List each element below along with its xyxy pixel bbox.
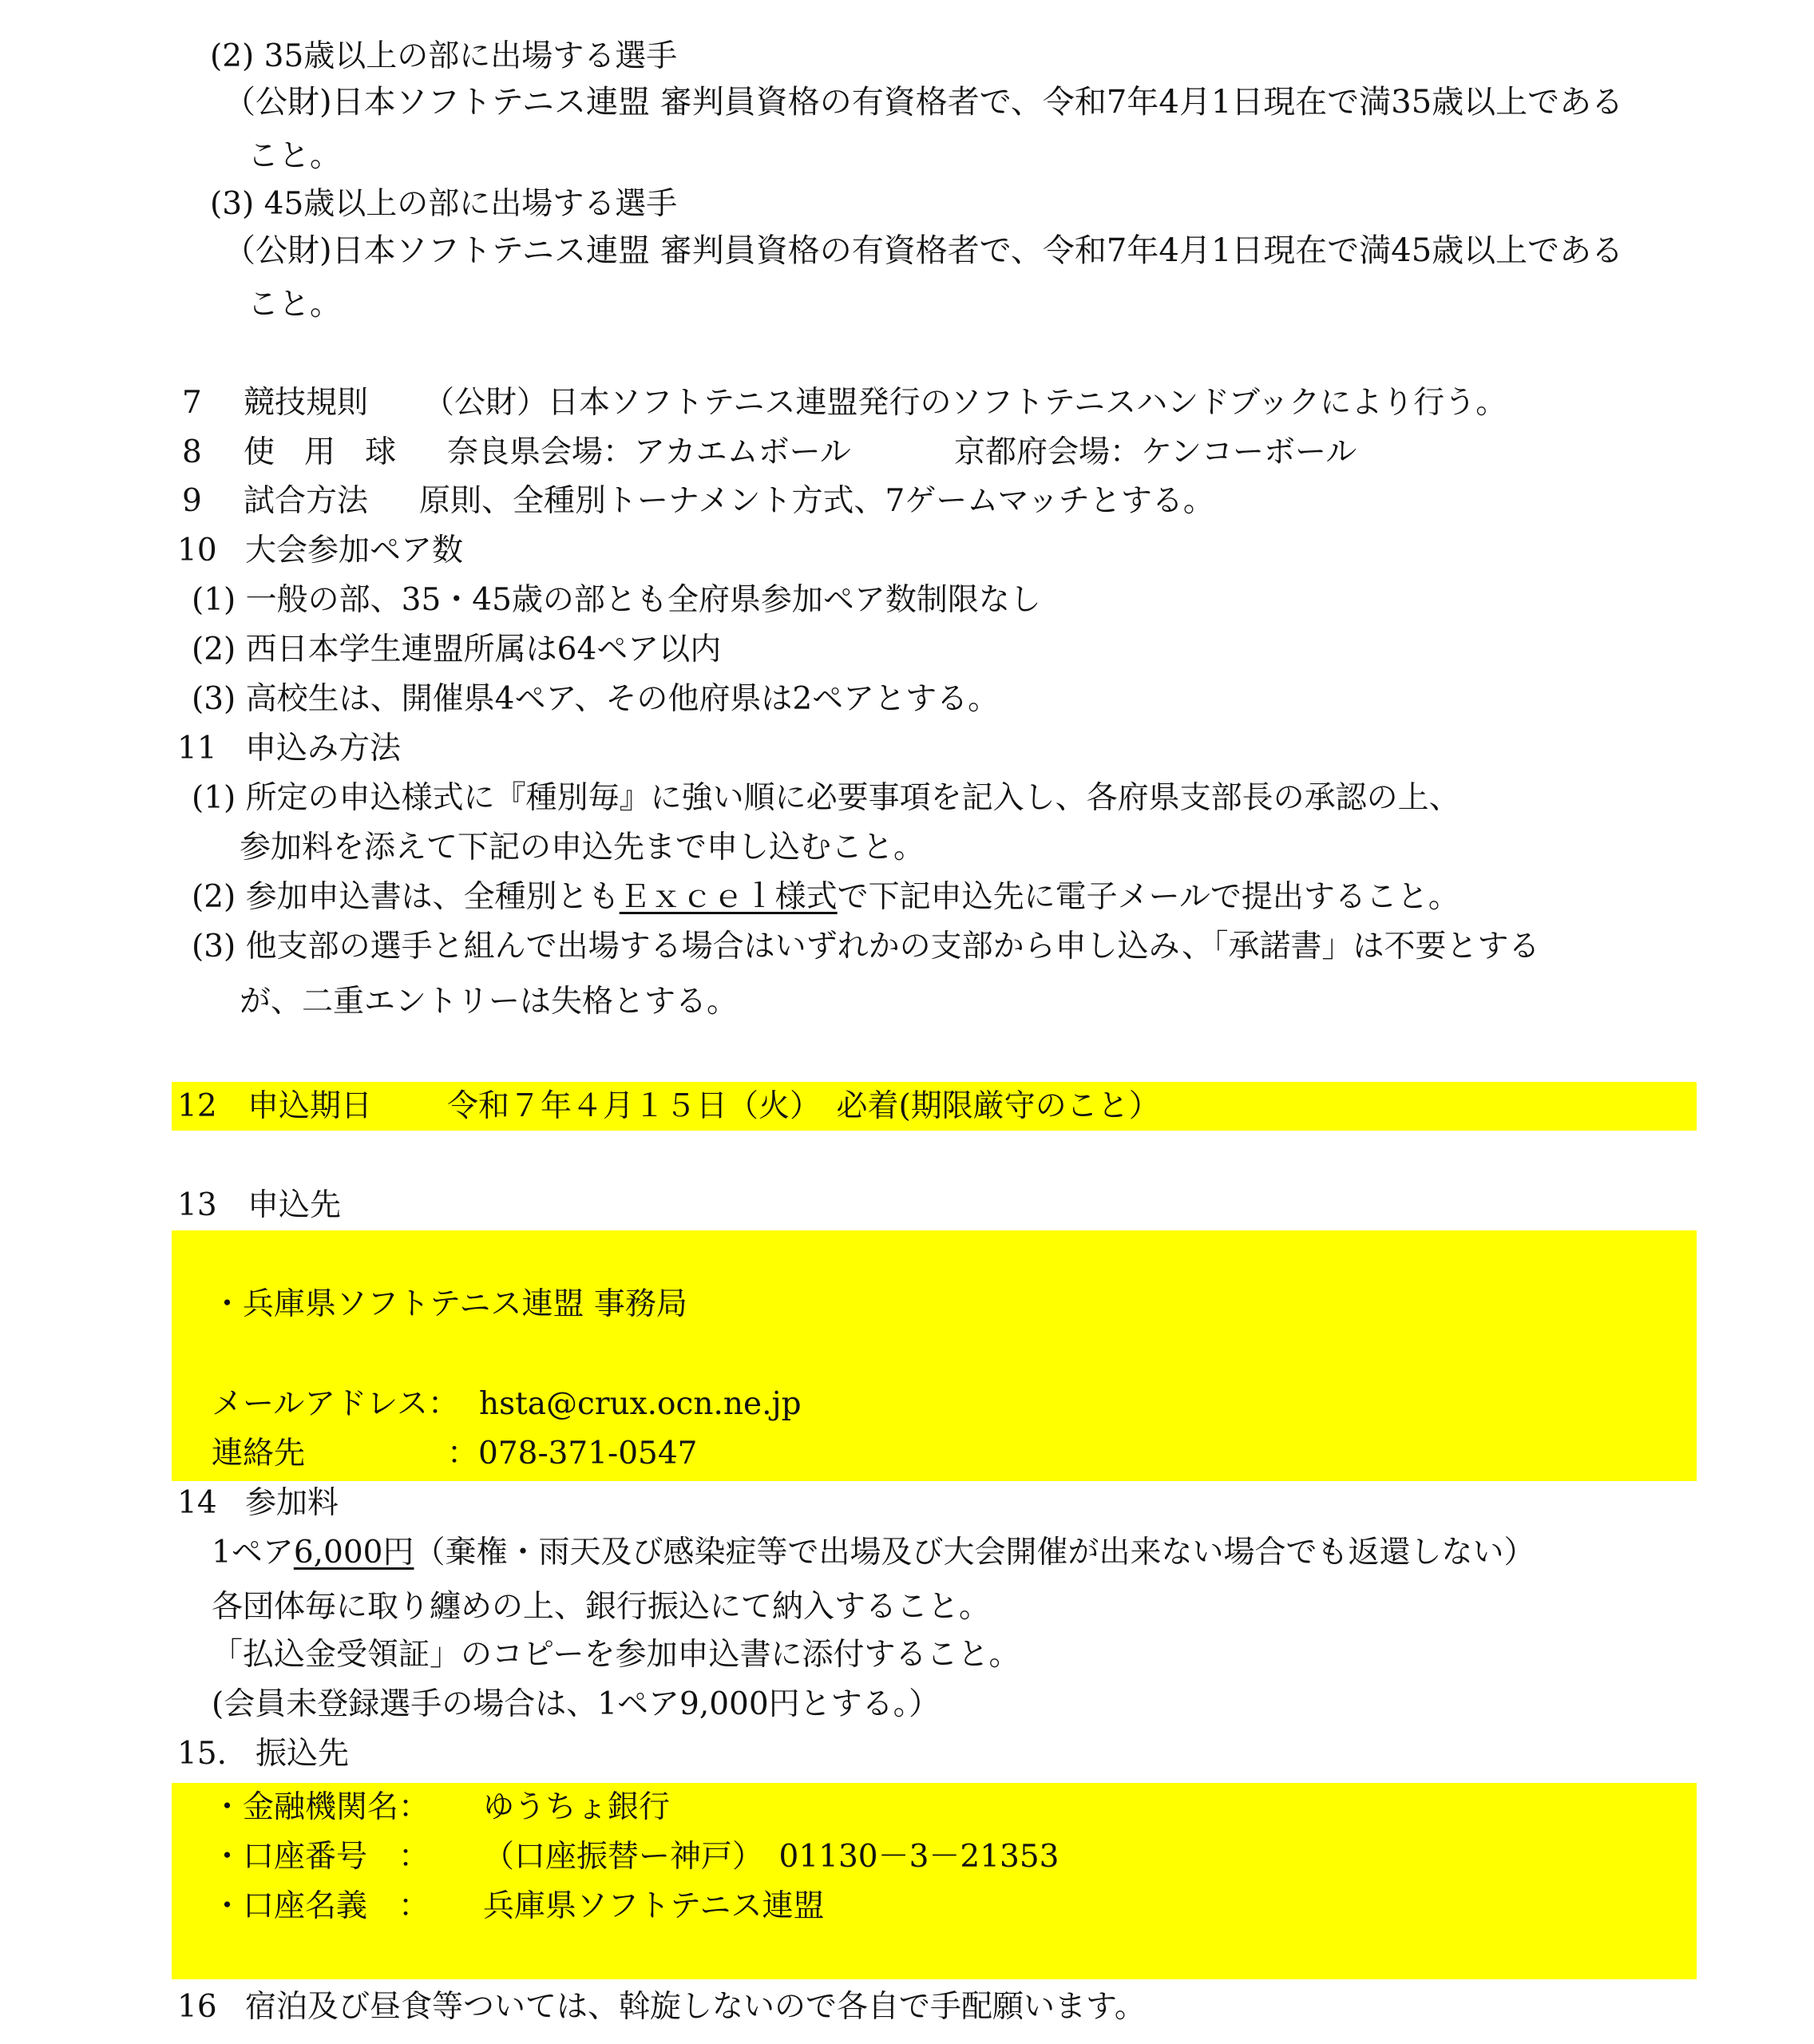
fee-amount: 6,000円: [293, 1535, 414, 1571]
account-label: ・口座番号 ：: [212, 1839, 430, 1875]
phone-label: 連絡先: [212, 1436, 306, 1472]
age45-body-line2: こと。: [248, 287, 342, 323]
section-9-label: 試合方法: [244, 483, 369, 519]
age35-heading: (2) 35歳以上の部に出場する選手: [210, 38, 678, 74]
section-15-label: 振込先: [255, 1736, 350, 1772]
section-11-item1-line1: (1) 所定の申込様式に『種別毎』に強い順に必要事項を記入し、各府県支部長の承認の上、: [192, 780, 1460, 816]
section-11-label: 申込み方法: [245, 731, 402, 766]
section-11-item2: [192, 873, 1460, 921]
section-10-item: (2) 西日本学生連盟所属は64ペア以内: [192, 632, 722, 667]
age35-body-line1: （公財)日本ソフトテニス連盟 審判員資格の有資格者で、令和7年4月1日現在で満35歳以上である: [224, 84, 1624, 121]
email-label: メールアドレス：: [212, 1386, 460, 1422]
section-16-number: 16: [177, 1989, 217, 2025]
fee-unregistered-line: (会員未登録選手の場合は、1ペア9,000円とする。）: [212, 1686, 941, 1722]
age45-heading: (3) 45歳以上の部に出場する選手: [210, 186, 678, 222]
phone-number: ：078-371-0547: [447, 1436, 698, 1472]
section-11-item1-line2: 参加料を添えて下記の申込先まで申し込むこと。: [240, 830, 925, 866]
fee-receipt-line: 「払込金受領証」のコピーを参加申込書に添付すること。: [212, 1637, 1020, 1673]
contact-organization: ・兵庫県ソフトテニス連盟 事務局: [212, 1286, 687, 1322]
holder-label: ・口座名義 ：: [212, 1888, 430, 1924]
account-number: （口座振替ー神戸） 01130－3－21353: [483, 1839, 1059, 1875]
section-12-label: 申込期日: [248, 1088, 373, 1124]
section-10-label: 大会参加ペア数: [245, 533, 464, 568]
section-11-number: 11: [177, 731, 217, 766]
fee-line: [212, 1529, 1535, 1577]
account-holder: 兵庫県ソフトテニス連盟: [483, 1888, 825, 1924]
section-13-label: 申込先: [248, 1187, 342, 1223]
excel-format-underlined: Ｅｘｃｅｌ様式: [619, 879, 838, 915]
contact-highlight: [172, 1230, 1697, 1481]
bank-label: ・金融機関名：: [212, 1789, 430, 1825]
section-9-number: 9: [182, 483, 202, 519]
fee-payment-line: 各団体毎に取り纏めの上、銀行振込にて納入すること。: [212, 1589, 991, 1625]
section-7-label: 競技規則: [244, 385, 369, 421]
section-8-number: 8: [182, 434, 202, 470]
section-11-item3-line1: (3) 他支部の選手と組んで出場する場合はいずれかの支部から申し込み、「承諾書」は不要とする: [192, 929, 1540, 965]
section-8-label: 使用球: [244, 434, 426, 470]
section-10-item: (3) 高校生は、開催県4ペア、その他府県は2ペアとする。: [192, 681, 1000, 717]
age45-body-line1: （公財)日本ソフトテニス連盟 審判員資格の有資格者で、令和7年4月1日現在で満45歳以上である: [224, 232, 1624, 269]
section-14-number: 14: [177, 1485, 217, 1521]
email-address: hsta@crux.ocn.ne.jp: [479, 1386, 802, 1422]
section-16-text: 宿泊及び昼食等ついては、斡旋しないので各自で手配願います。: [245, 1989, 1146, 2025]
fee-prefix: 1ペア: [212, 1535, 294, 1571]
section-8-kyoto: 京都府会場：ケンコーボール: [954, 434, 1357, 470]
section-12-number: 12: [177, 1088, 217, 1124]
section-10-number: 10: [177, 533, 217, 568]
section-8-nara: 奈良県会場：アカエムボール: [447, 434, 851, 470]
section-15-number: 15.: [177, 1736, 228, 1772]
section-12-deadline: 令和７年４月１５日（火） 必着(期限厳守のこと）: [447, 1088, 1160, 1124]
section-10-item: (1) 一般の部、35・45歳の部とも全府県参加ペア数制限なし: [192, 582, 1041, 618]
fee-note: （棄権・雨天及び感染症等で出場及び大会開催が出来ない場合でも返還しない）: [414, 1535, 1535, 1571]
section-9-text: 原則、全種別トーナメント方式、7ゲームマッチとする。: [419, 483, 1214, 519]
section-14-label: 参加料: [245, 1485, 339, 1521]
age35-body-line2: こと。: [248, 138, 342, 174]
section-13-number: 13: [177, 1187, 217, 1223]
bank-name: ゆうちょ銀行: [483, 1789, 671, 1825]
section-11-item3-line2: が、二重エントリーは失格とする。: [240, 984, 739, 1020]
section-7-text: （公財）日本ソフトテニス連盟発行のソフトテニスハンドブックにより行う。: [423, 385, 1507, 421]
section-11-item2-post: で下記申込先に電子メールで提出すること。: [837, 879, 1460, 915]
section-7-number: 7: [182, 385, 202, 421]
section-11-item2-pre: (2) 参加申込書は、全種別とも: [192, 879, 620, 915]
